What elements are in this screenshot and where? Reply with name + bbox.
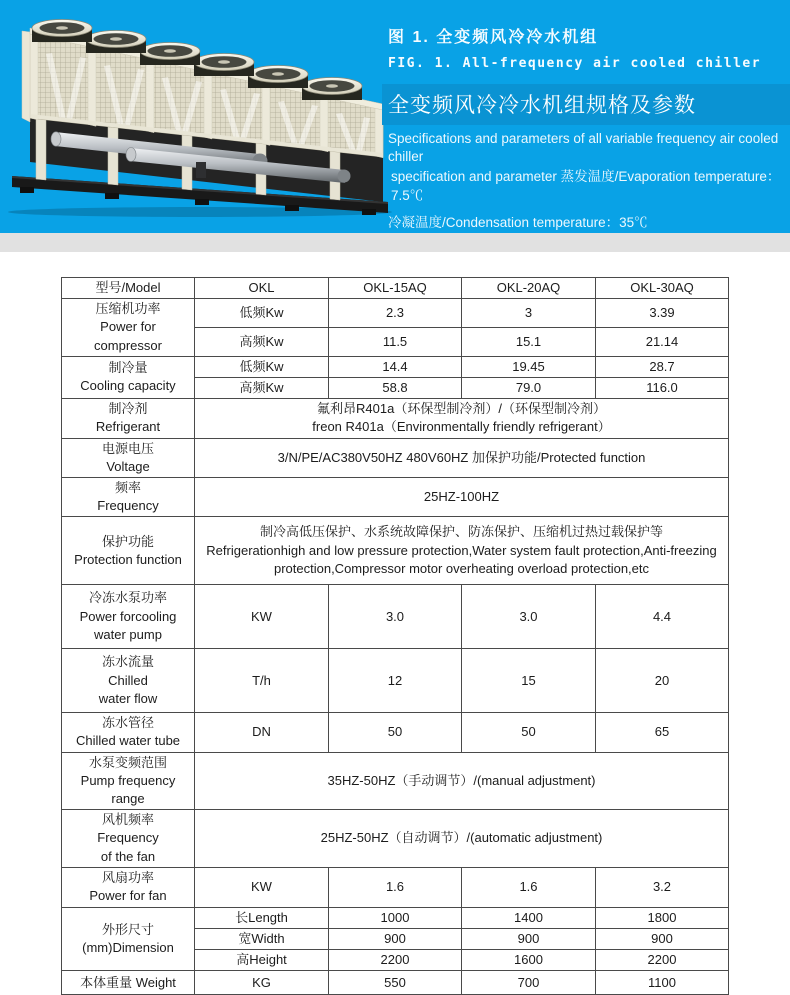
unit-cell: KW xyxy=(195,585,329,649)
unit-cell: 低频Kw xyxy=(195,356,329,377)
span-value-cell: 25HZ-50HZ（自动调节）/(automatic adjustment) xyxy=(195,810,729,868)
spec-label-voltage xyxy=(62,438,195,477)
table-row-pump-frequency xyxy=(62,752,729,810)
label-cn: 冻水管径 xyxy=(101,715,154,731)
label-cn: 外形尺寸 xyxy=(101,921,154,937)
spec-label-dimension xyxy=(62,907,195,971)
value-cell: 3.0 xyxy=(329,585,462,649)
spec-label-pump-power xyxy=(62,585,195,649)
label-cn: 风扇功率 xyxy=(101,870,154,886)
header-model-1: OKL-15AQ xyxy=(329,278,462,299)
value-line: 制冷高低压保护、水系统故障保护、防冻保护、压缩机过热过载保护等 xyxy=(259,524,663,540)
label-en: (mm)Dimension xyxy=(82,940,174,956)
table-row-weight xyxy=(62,971,729,995)
value-cell: 550 xyxy=(329,971,462,995)
spec-label-protection xyxy=(62,517,195,585)
condensation-temperature-line: 冷凝温度/Condensation temperature：35℃ xyxy=(388,214,648,230)
label-en: water pump xyxy=(94,626,162,642)
unit-cell: 宽Width xyxy=(195,928,329,949)
value-line: freon R401a（Environmentally friendly refrigerant） xyxy=(312,419,611,435)
spec-table-area xyxy=(0,252,790,995)
label-en: Power for fan xyxy=(89,888,167,904)
label-en: Cooling capacity xyxy=(80,378,176,394)
header-model-2: OKL-20AQ xyxy=(462,278,596,299)
value-cell: 2200 xyxy=(596,950,729,971)
unit-cell: KW xyxy=(195,867,329,907)
figure-caption-cn: 图 1. 全变频风冷冷水机组 xyxy=(388,29,599,46)
value-cell: 65 xyxy=(596,713,729,752)
label-cn: 频率 xyxy=(114,479,141,495)
value-cell: 3 xyxy=(462,299,596,328)
value-cell: 4.4 xyxy=(596,585,729,649)
value-cell: 15 xyxy=(462,649,596,713)
value-cell: 11.5 xyxy=(329,327,462,356)
value-cell: 116.0 xyxy=(596,377,729,398)
value-cell: 19.45 xyxy=(462,356,596,377)
span-value-cell: 35HZ-50HZ（手动调节）/(manual adjustment) xyxy=(195,752,729,810)
label-cn: 冻水流量 xyxy=(101,654,154,670)
label-en: Protection function xyxy=(74,551,182,567)
label-en: Refrigerant xyxy=(95,419,161,435)
header-series: OKL xyxy=(195,278,329,299)
spec-label-fan-power xyxy=(62,867,195,907)
unit-cell: T/h xyxy=(195,649,329,713)
table-row-voltage xyxy=(62,438,729,477)
spec-label-compressor xyxy=(62,299,195,357)
table-row-frequency xyxy=(62,477,729,516)
unit-cell: KG xyxy=(195,971,329,995)
table-row-refrigerant xyxy=(62,399,729,438)
spec-table xyxy=(61,277,729,995)
spec-label-water-tube xyxy=(62,713,195,752)
value-cell: 700 xyxy=(462,971,596,995)
header-model-label: 型号/Model xyxy=(62,278,195,299)
spec-label-pump-frequency xyxy=(62,752,195,810)
table-row-cooling-low xyxy=(62,356,729,377)
section-title: 全变频风冷冷水机组规格及参数 xyxy=(382,84,790,125)
chiller-product-photo xyxy=(0,2,395,217)
value-cell: 3.39 xyxy=(596,299,729,328)
span-value-cell: 25HZ-100HZ xyxy=(195,477,729,516)
spec-label-weight: 本体重量 Weight xyxy=(62,971,195,995)
label-en: Chilled xyxy=(108,672,148,688)
header-model-3: OKL-30AQ xyxy=(596,278,729,299)
span-value-cell xyxy=(195,399,729,438)
value-cell: 1100 xyxy=(596,971,729,995)
value-line: 氟利昂R401a（环保型制冷剂）/（环保型制冷剂） xyxy=(317,401,606,417)
value-cell: 20 xyxy=(596,649,729,713)
spec-label-frequency xyxy=(62,477,195,516)
spec-label-refrigerant xyxy=(62,399,195,438)
divider-band xyxy=(0,233,790,252)
unit-cell: 高频Kw xyxy=(195,327,329,356)
table-row-compressor-low xyxy=(62,299,729,328)
table-row-fan-frequency xyxy=(62,810,729,868)
span-value-cell xyxy=(195,517,729,585)
label-cn: 风机频率 xyxy=(101,812,154,828)
evaporation-temperature-line: specification and parameter 蒸发温度/Evaporation temperature：7.5℃ xyxy=(391,169,781,203)
unit-cell: 长Length xyxy=(195,907,329,928)
value-cell: 900 xyxy=(462,928,596,949)
unit-cell: DN xyxy=(195,713,329,752)
label-en: Power forcooling xyxy=(79,608,177,624)
value-cell: 1.6 xyxy=(462,867,596,907)
label-en: water flow xyxy=(98,690,158,706)
label-en: Power for compressor xyxy=(94,319,162,353)
table-row-pump-power xyxy=(62,585,729,649)
table-row-fan-power xyxy=(62,867,729,907)
label-en: Frequency xyxy=(97,498,159,514)
table-row-water-tube xyxy=(62,713,729,752)
unit-cell: 低频Kw xyxy=(195,299,329,328)
label-en: Voltage xyxy=(106,458,150,474)
span-value-cell: 3/N/PE/AC380V50HZ 480V60HZ 加保护功能/Protected function xyxy=(195,438,729,477)
label-cn: 冷冻水泵功率 xyxy=(88,590,167,606)
value-cell: 2200 xyxy=(329,950,462,971)
label-cn: 保护功能 xyxy=(101,533,154,549)
label-en: range xyxy=(111,791,145,806)
label-en: Chilled water tube xyxy=(75,733,181,749)
value-cell: 900 xyxy=(329,928,462,949)
label-cn: 水泵变频范围 xyxy=(88,754,167,770)
value-line: Refrigerationhigh and low pressure protection,Water system fault protection,Anti-freezing protection,Compressor motor overheating overload protection,etc xyxy=(206,542,717,576)
value-cell: 3.2 xyxy=(596,867,729,907)
value-cell: 2.3 xyxy=(329,299,462,328)
subtitle-en: Specifications and parameters of all variable frequency air cooled chiller xyxy=(388,131,779,165)
value-cell: 15.1 xyxy=(462,327,596,356)
label-en: Pump frequency xyxy=(80,772,176,788)
table-row-protection xyxy=(62,517,729,585)
value-cell: 14.4 xyxy=(329,356,462,377)
label-cn: 制冷量 xyxy=(108,360,148,376)
spec-label-fan-frequency xyxy=(62,810,195,868)
value-cell: 1800 xyxy=(596,907,729,928)
value-cell: 3.0 xyxy=(462,585,596,649)
figure-caption-en: FIG. 1. All-frequency air cooled chiller xyxy=(388,56,762,71)
hero-banner xyxy=(0,0,790,233)
value-cell: 79.0 xyxy=(462,377,596,398)
unit-cell: 高Height xyxy=(195,950,329,971)
value-cell: 21.14 xyxy=(596,327,729,356)
label-cn: 电源电压 xyxy=(101,440,154,456)
table-row-water-flow xyxy=(62,649,729,713)
hero-text-block xyxy=(388,24,790,232)
label-en: of the fan xyxy=(100,848,156,864)
spec-label-cooling xyxy=(62,356,195,398)
unit-cell: 高频Kw xyxy=(195,377,329,398)
label-en: Frequency xyxy=(97,830,159,846)
value-cell: 12 xyxy=(329,649,462,713)
value-cell: 1400 xyxy=(462,907,596,928)
value-cell: 1600 xyxy=(462,950,596,971)
value-cell: 50 xyxy=(462,713,596,752)
label-cn: 压缩机功率 xyxy=(95,301,161,317)
value-cell: 1000 xyxy=(329,907,462,928)
value-cell: 900 xyxy=(596,928,729,949)
value-cell: 1.6 xyxy=(329,867,462,907)
table-header-row xyxy=(62,278,729,299)
value-cell: 50 xyxy=(329,713,462,752)
label-cn: 制冷剂 xyxy=(108,401,148,417)
spec-label-water-flow xyxy=(62,649,195,713)
value-cell: 58.8 xyxy=(329,377,462,398)
table-row-dimension-length xyxy=(62,907,729,928)
value-cell: 28.7 xyxy=(596,356,729,377)
